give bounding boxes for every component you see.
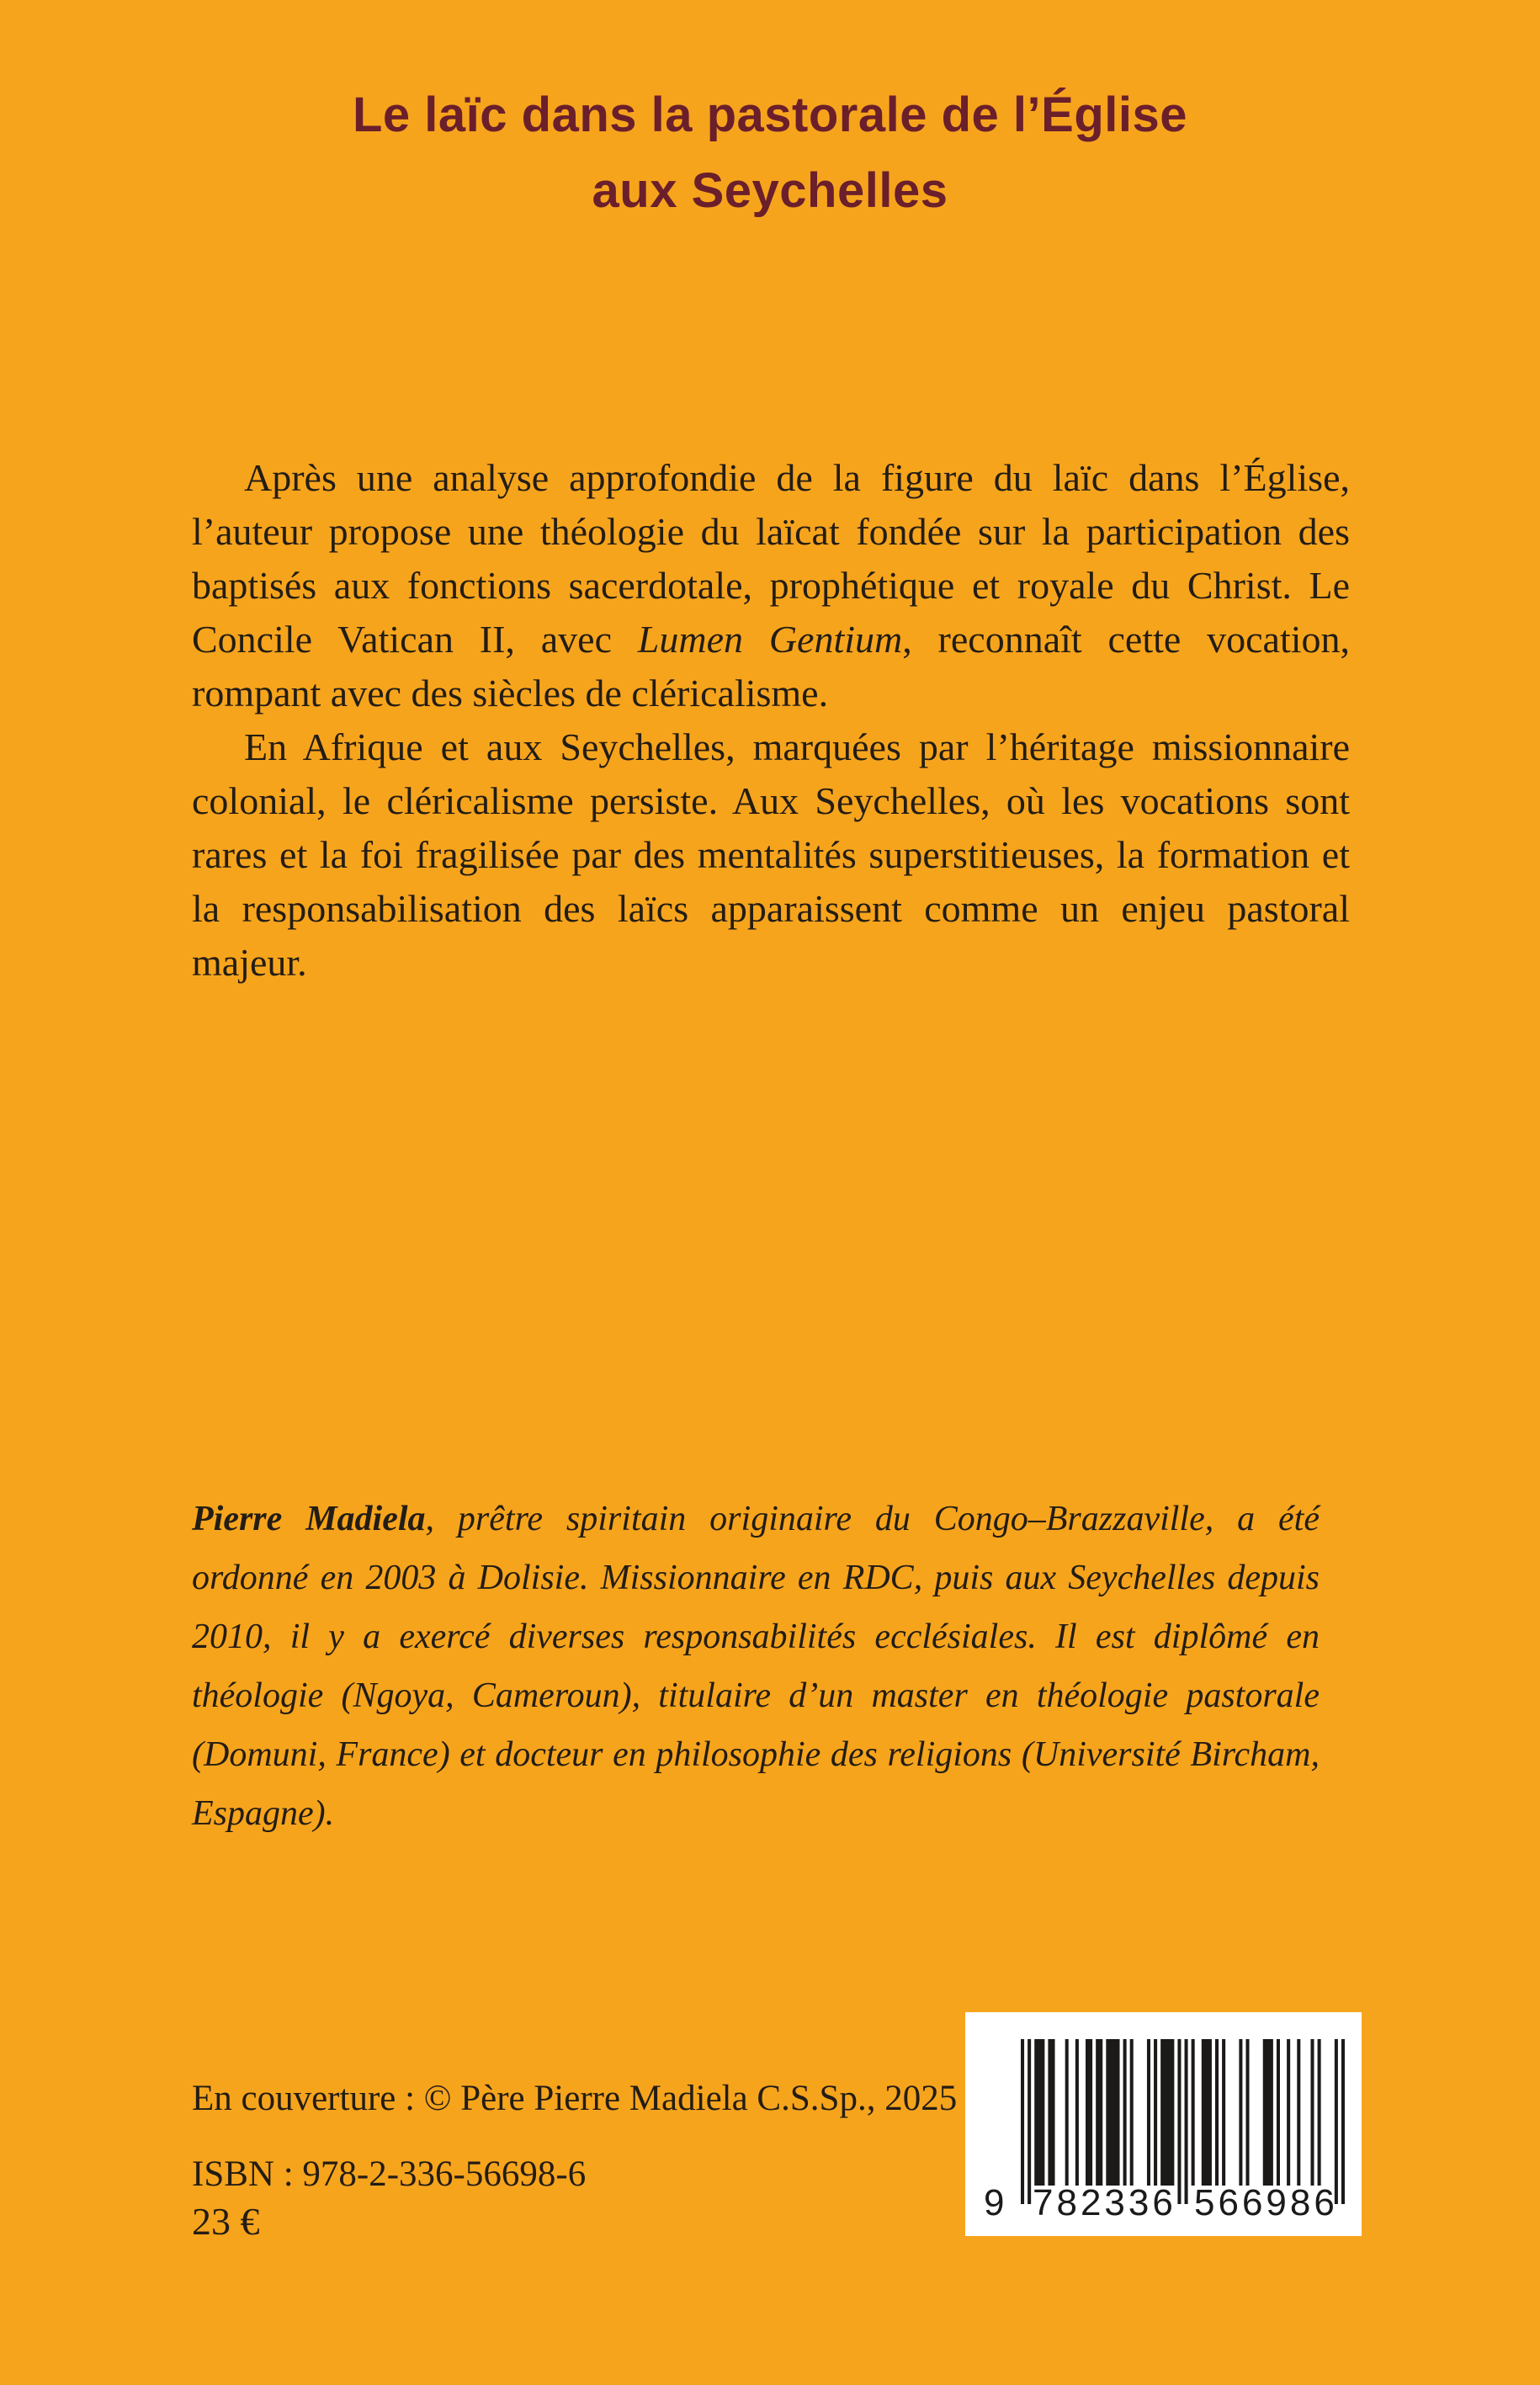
book-title-line-1: Le laïc dans la pastorale de l’Église: [352, 88, 1187, 142]
barcode-number-prefix: 9: [984, 2182, 1005, 2223]
cover-credit: En couverture : © Père Pierre Madiela C.S.Sp., 2025: [192, 2079, 958, 2118]
author-bio: [192, 1490, 1320, 1843]
price: 23 €: [192, 2200, 260, 2243]
isbn: ISBN : 978-2-336-56698-6: [192, 2154, 587, 2194]
book-title-line-2: aux Seychelles: [592, 163, 948, 218]
book-title: [0, 77, 1540, 229]
synopsis-p1-text: Après une analyse approfondie de la figure du laïc dans l’Église, l’auteur propose une théologie du laïcat fondée sur la participation des baptisés aux fonctions sacerdotale, prophétique et royale du Christ. Le Concile Vatican II, avec: [192, 456, 1350, 661]
author-bio-text: , prêtre spiritain originaire du Congo–Brazzaville, a été ordonné en 2003 à Dolisie. Missionnaire en RDC, puis aux Seychelles depuis 2010, il y a exercé diverses responsabilités ecclésiales. Il est diplômé en théologie (Ngoya, Cameroun), titulaire d’un master en théologie pastorale (Domuni, France) et docteur en philosophie des religions (Université Bircham, Espagne).: [192, 1500, 1320, 1833]
synopsis-p1-text-end: , reconnaît cette vocation, rompant avec des siècles de cléricalisme.: [192, 618, 1350, 714]
synopsis: [192, 451, 1350, 990]
author-bio-paragraph: [192, 1490, 1320, 1843]
lumen-gentium-italic: Lumen Gentium: [637, 618, 903, 661]
barcode-number-right-group: 566986: [1194, 2182, 1338, 2223]
barcode-number-left-group: 782336: [1033, 2182, 1176, 2223]
synopsis-paragraph-2: En Afrique et aux Seychelles, marquées par l’héritage missionnaire colonial, le cléricalisme persiste. Aux Seychelles, où les vocations sont rares et la foi fragilisée par des mentalités superstitieuses, la formation et la responsabilisation des laïcs apparaissent comme un enjeu pastoral majeur.: [192, 725, 1350, 984]
author-name: Pierre Madiela: [192, 1500, 426, 1538]
barcode-bars: [1021, 2039, 1345, 2204]
barcode: [965, 2012, 1362, 2236]
synopsis-paragraph-1: [192, 451, 1350, 720]
